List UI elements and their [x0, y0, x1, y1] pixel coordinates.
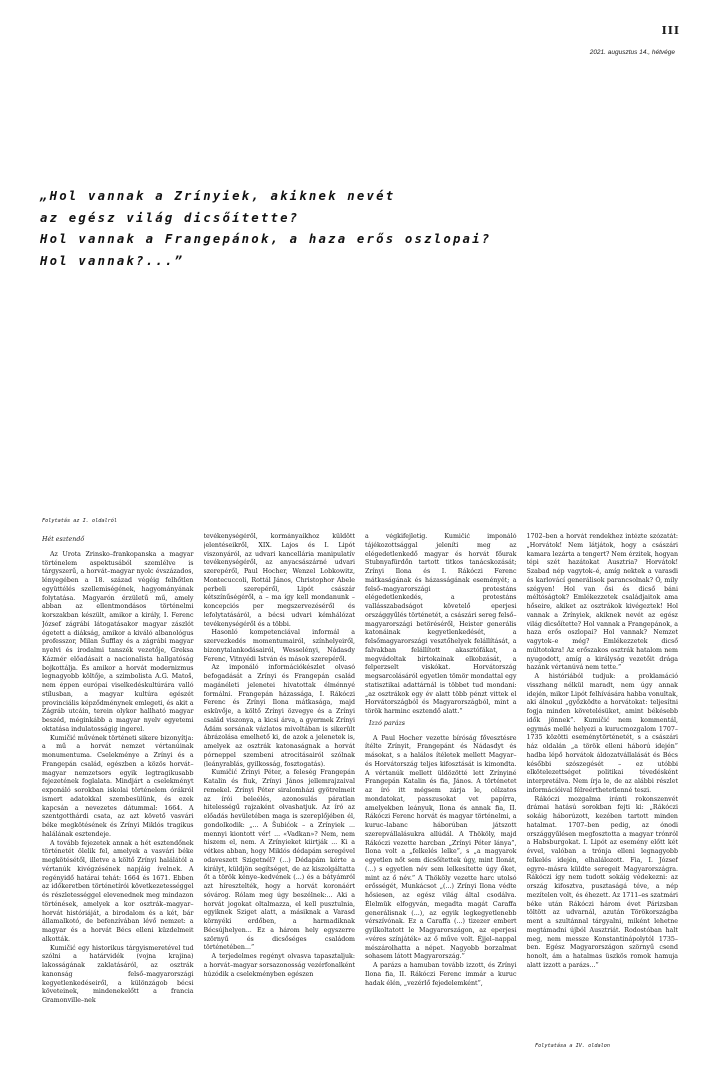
article-paragraph: Az imponáló információkészlet olvasó befogadását a Zrínyi és Frangepán család magánéleti jelenetei hivatottak élménnyé formálni. Frangepán házassága, I. Rákóczi Ferenc és Zrínyi Ilona mátkasága, majd esküvője, a költő Zrínyi özvegye és a Zrínyi család viszonya, a kicsi árva, a gyermek Zrínyi Ádám sorsának vázlatos mivoltában is sikerült ábrázolása emelhető ki, de azok a jelenetek is, amelyek az osztrák katonaságnak a horvát pórneppel szembeni atrocitásairól szólnak (leányrablás, gyilkosság, fosztogatás).	[203, 664, 355, 768]
article-column-4	[527, 533, 679, 1038]
section-subheading: Hét esztendő	[42, 536, 85, 543]
article-paragraph: A terjedelmes regényt olvasva tapasztaljuk: a horvát–magyar sorsazonosság vezérfonalként húzódik a cselekményben egészen	[203, 953, 355, 978]
section-subheading: Izzó parázs	[369, 719, 406, 727]
article-paragraph: Kumičić Zrínyi Péter, a feleség Frangepán Katalin és fiuk, Zrínyi János jellemrajzaival remekel. Zrínyi Péter siralomházi gyötrelmeit az írói beleélés, azonosulás páratlan hitelességű rajzaként olvashatjuk. Az író az előadás hevületében maga is szereplőjében él, gondolkodik: „... A Šubićok – a Zrínyiek ... mennyi kiontott vér! ... «Vadkan»? Nem, nem hiszem el, nem. A Zrínyieket kiirtják ... Ki a vétkes abban, hogy Miklós dédapám seregével odaveszett Szigetnél? (...) Dédapám kérte a királyt, küldjön segítséget, de az kiszolgáltatta őt a török kénye–kedvének (...) és a bátyámról azt híresztelték, hogy a horvát koronáért sóvárog. Rólam meg úgy beszélnek:... Aki a horvát jogokat oltalmazza, el kell pusztulnia, egyiknek Sziget alatt, a másiknak a Varasd környéki erdőben, a harmadiknak Bécsújhelyen... Ez a három hely egyszerre szörnyű és dicsőséges családom történetében...”	[203, 769, 355, 952]
article-paragraph: Kumičić művének történeti sikere bizonyítja: a mű a horvát nemzet vértanúinak monumentuma. Cselekménye a Zrínyi és a Frangepán család, egészben a közös horvát–magyar nemzetsors egyik legtragikusabb fejezetének foglalata. Mindjárt a cselekményt exponáló sorokban iskolai történelem órákról ismert adatokkal szembesülünk, és ezek kapcsán a nevezetes dátummal: 1664. A szentgotthárdi csata, az azt követő vasvári béke megkötésének és Zrínyi Miklós tragikus halálának esztendeje.	[42, 734, 194, 838]
article-paragraph: tevékenységéről, kormányaikhoz küldött jelentéseikről, XIX. Lajos és I. Lipót viszonyáról, az udvari kancellária manipulatív tevékenységéről, az anyacsászárné udvari szerepéről, Paul Hocher, Wenzel Lobkowitz, Montecuccoli, Rottál János, Christophor Abele perbeli szerepéről, Lipót császár kétszínűségéről, a – ma így kell mondanunk – koncepciós per megszervezéséről és lefolytatásáról, a bécsi udvari kémhálózat tevékenységéről és a többi.	[203, 533, 355, 628]
continued-on-note: Folytatása a IV. oldalon	[535, 1043, 610, 1049]
article-paragraph: A históriából tudjuk: a proklamáció visszhang nélkül maradt, nem úgy annak idején, mikor Lipót felhívására habba vonultak, aki álnokul „győzködte a horvátokat: teljesítni fogja minden követelésüket, amint békésebb idők jönnek”. Kumičić nem kommentál, egymás mellé helyezi a kurucmozgalom 1707–1735 közötti eseménytörténetét, s a császári ház oldalán „a török elleni háború idején” hadba lépő horvátok áldozatvállalását és Bécs későbbi szószegését – ez utóbbi elkötelezettséget politikai tévedésként interpretálva. Nem írja le, de az alábbi részlet információival félreérthetetlenné teszi.	[526, 673, 678, 794]
pull-quote-line: az egész világ dicsőítette?	[40, 210, 300, 225]
article-paragraph: 1702–ben a horvát rendekhez intézte szózatát: „Horvátok! Nem látjátok, hogy a császári kamara lezárta a tengert? Nem érzitek, hogyan tépi szét hazátokat Ausztria? Horvátok! Szabad nép vagytok–é, amíg nektek a varasdi és karlovácí generálisok parancsolnak? Ó, mily szégyen! Hol van ősi és dicső báni méltóságtok? Emlékezzetek családjaitok ama hőseire, akiket az osztrákok kivégeztek! Hol vannak a Zrínyiek, akiknek nevét az egész világ dicsőítette? Hol vannak a Frangepánok, a haza erős oszlopai? Hol vannak? Nemzet vagytok–e még? Emlékezzetek dicső múltotokra! Az erőszakos osztrák hatalom nem nyugodott, amíg a királyság vezetőit drága hazánk vértanúvá nem tette.”	[526, 533, 678, 672]
pull-quote-line: „Hol vannak a Zrínyiek, akiknek nevét	[40, 189, 396, 203]
pull-quote-line: Hol vannak a Frangepánok, a haza erős oszlopai?	[40, 232, 492, 246]
issue-date: 2021. augusztus 14., hétvége	[589, 49, 675, 56]
continued-from-note: Folytatás az I. oldalról	[42, 518, 117, 524]
pull-quote-line: Hol vannak?...”	[40, 253, 185, 268]
article-paragraph: A parázs a hamuban tovább izzott, és Zrínyi Ilona fia, II. Rákóczi Ferenc immár a kuruc hadak élén, „vezérlő fejedelemként”,	[365, 962, 517, 987]
article-column-3	[365, 533, 517, 1038]
pull-quote	[40, 186, 680, 272]
article-paragraph: Hasonló kompetenciával informál a szervezkedés momentumairól, színhelyeiről, bizonytalankodásairól, Wesselényi, Nádasdy Ferenc, Vitnyédi István és mások szerepéről.	[203, 629, 355, 663]
article-paragraph: a végkifejletig. Kumičić imponáló tájékozottsággal jeleníti meg az elégedetlenkedő magyar és horvát főurak Stubnyafürdőn tartott titkos tanácskozását; Zrínyi Ilona és I. Rákóczi Ferenc mátkaságának és házasságának eseményét; a felső–magyarországi protestáns elégedetlenkedés, a protestáns vallásszabadságot követelő eperjesi országgyűlés történetét, a császári sereg felső–magyarországi betöréséről, Heister generális katonáinak kegyetlenkedését, a felsőmagyarországi vesztőhelyek felállítását, a falvakban felállított akasztófákat, a megvádoltak birtokainak elkobzását, a felperzselt viskókat. Horvátország megsarcolásáról egyetlen tömör mondattal egy statisztikai adattárnál is többet tud mondani: „az osztrákok egy év alatt több pénzt vittek el Horvátországból és Magyarországból, mint a török harminc esztendő alatt.”	[365, 533, 517, 715]
article-column-2	[204, 533, 356, 1038]
article-paragraph: A tovább fejezetek annak a hét esztendőnek történetét ölelik fel, amelyek a vasvári béke megkötésétől, illetve a költő Zrínyi halálától a vértanúk kivégzésének napjáig ívelnek. A regényidő határai tehát: 1664 és 1671. Ebben az időkeretben történetírói következetességgel és részletességgel elevenednek meg mindazon történések, amelyek a kor osztrák–magyar–horvát históriáját, a birodalom és a két, bár államalkotó, de befenzívában lévő nemzet: a magyar és a horvát Bécs elleni küzdelmeit alkották.	[42, 839, 194, 943]
article-body	[42, 533, 678, 1038]
article-column-1	[42, 533, 194, 1038]
article-paragraph: A Paul Hocher vezette bíróság fővesztésre ítélte Zrínyit, Frangepánt és Nádasdyt és másokat, s a halálos ítéletek mellett Magyar– és Horvátország teljes kifosztását is kimondta. A vértanúk mellett üldözötté lett Zrínyiné Frangepán Katalin és fia, János. A történetet az író itt mégsem zárja le, célzatos mondatokat, passzusokat vet papírra, amelyekben leányuk, Ilona és annak fia, II. Rákóczi Ferenc horvát és magyar történelmi, a kuruc–labanc háborúban játszott szerepvállalásukra allúdál. A Thököly, majd Rákóczi vezette harcban „Zrínyi Péter lánya”, Ilona volt a „felkelés lelke”, s „a magyarok egyetlen nőt sem dicsőítettek úgy, mint Ilonát, (...) s egyetlen név sem lelkesítette úgy őket, mint az ő név.” A Thököly vezette harc utolsó erősségét, Munkácsot „(...) Zrínyi Ilona védte hősiesen, az egész világ által csodálva. Élelmük elfogyván, megadta magát Caraffa generálisnak (...), az egyik legkegyetlenebb vérszívónak. Ez a Caraffa (...) tizezer embert gyilkoltatott le Magyarországon, az eperjesi «véres színjáték» az ő műve volt. Éjjel–nappal mészárolhatta a népet. Nagyobb borzalmat sohasem látott Magyarország.”	[365, 734, 517, 961]
article-paragraph: Rákóczi mozgalma iránti rokonszenvét drámai hatású sorokban fejti ki: „Rákóczi sokáig háborúzott, kezében tartott minden hatalmat. 1707–ben pedig, az ónodi országgyűlésen megfosztotta a magyar trónról a Habsburgokat. I. Lipót az esemény előtt két évvel, valóban a trónja elleni legnagyobb felkelés idején, elhalálozott. Fia, I. József egyre–másra küldte seregeit Magyarországra. Rákóczi így nem tudott sokáig védekezni: az ország kifosztva, pusztaságá téve, a nép mezítelen volt, és éhezett. Az 1711–es szatmári béke után Rákóczi három évet Párizsban töltött az udvarnál, azután Törökországba ment a szultánnal tárgyalni, miként lehetne megtámadni újból Ausztriát. Rodostóban halt meg, nem messze Konstantinápolytól 1735–ben. Egész Magyarországon szörnyű csend honolt, ám a hatalmas üszkös romok hamuja alatt izzott a parázs...”	[526, 795, 678, 969]
article-paragraph: Az Urota Zrinsko–frankopanska a magyar történelem aspektusából szemlélve is tárgyszerű, a horvát–magyar nyolc évszázados, lényegében a 18. század végéig felhőtlen együttélés szellemiségének, hagyományának folytatása. Magyarón érzületű mű, amely abban az ellentmondásos történelmi korszakban készült, amikor a király, I. Ferenc József zágrábi látogatásakor magyar zászlót égetett a diákság, amikor a kiváló albanológus professzor, Milan Šufflay és a zágrábi magyar nyelvi és irodalmi tanszék vezetője, Greksa Kázmér előadásait a nacionalista hallgatóság bojkottálja. És amikor a horvát modernizmus legnagyobb költője, a szimbolista A.G. Matoš, nem éppen európai viselkedéskultúrára valló stílusban, a magyar kultúra egészét provinciális képződménynek emlegeti, és akit a Zágráb utcáin, terein olykor hallható magyar beszéd, méginkább a magyar nyelv egyetemi oktatása indulatosságig ingerel.	[42, 550, 194, 733]
page-number: III	[661, 24, 680, 37]
article-paragraph: Kumičić egy historikus tárgyismeretével tud szólni a határvidék (vojna krajina) lakosságának zaklatásáról, az osztrák kanonság felső–magyarországi kegyetlenkedéseiről, a különzágob bécsi követeinek, mindenekelőtt a francia Gramonville–nek	[42, 944, 194, 1004]
